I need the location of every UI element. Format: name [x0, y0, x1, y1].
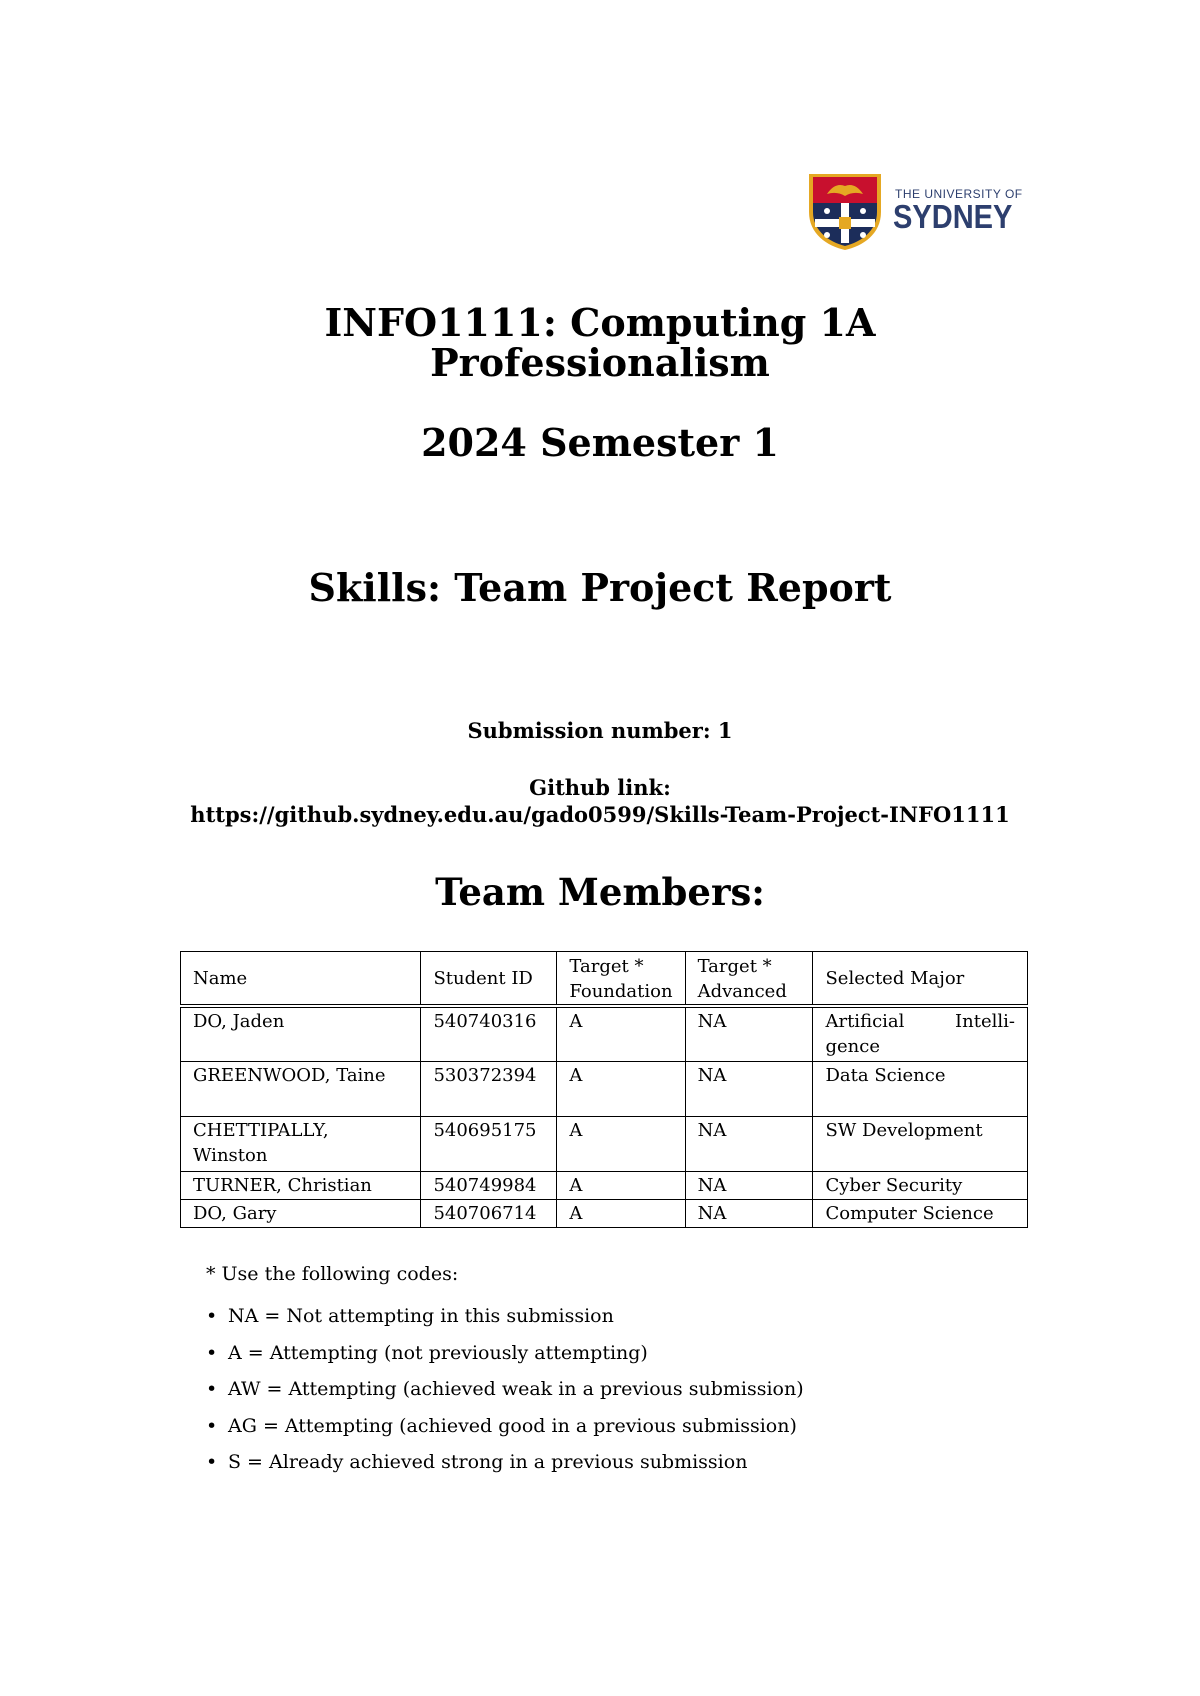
member-selected-major: Artificial Intelli-gence [813, 1006, 1028, 1061]
member-selected-major: Cyber Security [813, 1171, 1028, 1199]
member-target-foundation: A [557, 1171, 685, 1199]
course-title-line1: INFO1111: Computing 1A [324, 300, 876, 345]
code-item-text: S = Already achieved strong in a previous submission [228, 1451, 748, 1473]
member-target-advanced: NA [685, 1116, 813, 1171]
member-student-id: 540749984 [421, 1171, 557, 1199]
member-target-foundation: A [557, 1116, 685, 1171]
code-item-text: AG = Attempting (achieved good in a previous submission) [228, 1414, 797, 1437]
list-item [206, 1335, 804, 1372]
member-student-id: 540740316 [421, 1006, 557, 1061]
member-student-id: 540706714 [421, 1199, 557, 1227]
table-row [181, 1116, 1028, 1171]
table-row [181, 1199, 1028, 1227]
logo-small-text: THE UNIVERSITY OF [895, 187, 1023, 201]
bullet-icon: • [206, 1378, 218, 1400]
member-selected-major: Data Science [813, 1061, 1028, 1116]
table-row [181, 1006, 1028, 1061]
member-name: DO, Gary [181, 1199, 421, 1227]
course-title-line2: Professionalism [430, 340, 770, 385]
bullet-icon: • [206, 1451, 218, 1473]
member-target-foundation: A [557, 1199, 685, 1227]
member-target-advanced: NA [685, 1171, 813, 1199]
member-name: TURNER, Christian [181, 1171, 421, 1199]
table-header-row [181, 952, 1028, 1007]
member-name: DO, Jaden [181, 1006, 421, 1061]
university-crest-icon [805, 172, 885, 252]
member-target-advanced: NA [685, 1061, 813, 1116]
code-item-text: AW = Attempting (achieved weak in a previous submission) [228, 1378, 804, 1400]
column-header-target-advanced: Target * Advanced [685, 952, 813, 1007]
team-members-table [180, 951, 1028, 1228]
list-item [206, 1444, 804, 1481]
codes-note: * Use the following codes: [206, 1263, 459, 1285]
code-item-text: A = Attempting (not previously attempting) [228, 1341, 648, 1364]
team-members-heading: Team Members: [435, 870, 765, 914]
list-item [206, 1298, 804, 1335]
member-selected-major: SW Development [813, 1116, 1028, 1171]
bullet-icon: • [206, 1341, 218, 1364]
semester-title: 2024 Semester 1 [421, 420, 779, 465]
member-selected-major: Computer Science [813, 1199, 1028, 1227]
member-name: GREENWOOD, Taine [181, 1061, 421, 1116]
university-logo [805, 172, 1035, 252]
member-name: CHETTIPALLY, Winston [181, 1116, 421, 1171]
github-label: Github link: [529, 775, 671, 800]
member-target-advanced: NA [685, 1006, 813, 1061]
table-row [181, 1171, 1028, 1199]
member-student-id: 540695175 [421, 1116, 557, 1171]
list-item [206, 1408, 804, 1445]
bullet-icon: • [206, 1305, 218, 1327]
column-header-student-id: Student ID [421, 952, 557, 1007]
bullet-icon: • [206, 1414, 218, 1437]
course-title [0, 300, 1200, 385]
member-student-id: 530372394 [421, 1061, 557, 1116]
column-header-target-foundation: Target * Foundation [557, 952, 685, 1007]
report-title: Skills: Team Project Report [308, 565, 892, 610]
column-header-selected-major: Selected Major [813, 952, 1028, 1007]
member-target-foundation: A [557, 1061, 685, 1116]
list-item [206, 1371, 804, 1408]
member-target-foundation: A [557, 1006, 685, 1061]
logo-big-text: SYDNEY [893, 198, 1013, 235]
column-header-name: Name [181, 952, 421, 1007]
table-row [181, 1061, 1028, 1116]
submission-number: Submission number: 1 [467, 718, 733, 743]
codes-list [206, 1298, 804, 1481]
code-item-text: NA = Not attempting in this submission [228, 1305, 614, 1327]
member-target-advanced: NA [685, 1199, 813, 1227]
github-link[interactable]: https://github.sydney.edu.au/gado0599/Skills-Team-Project-INFO1111 [190, 802, 1010, 827]
